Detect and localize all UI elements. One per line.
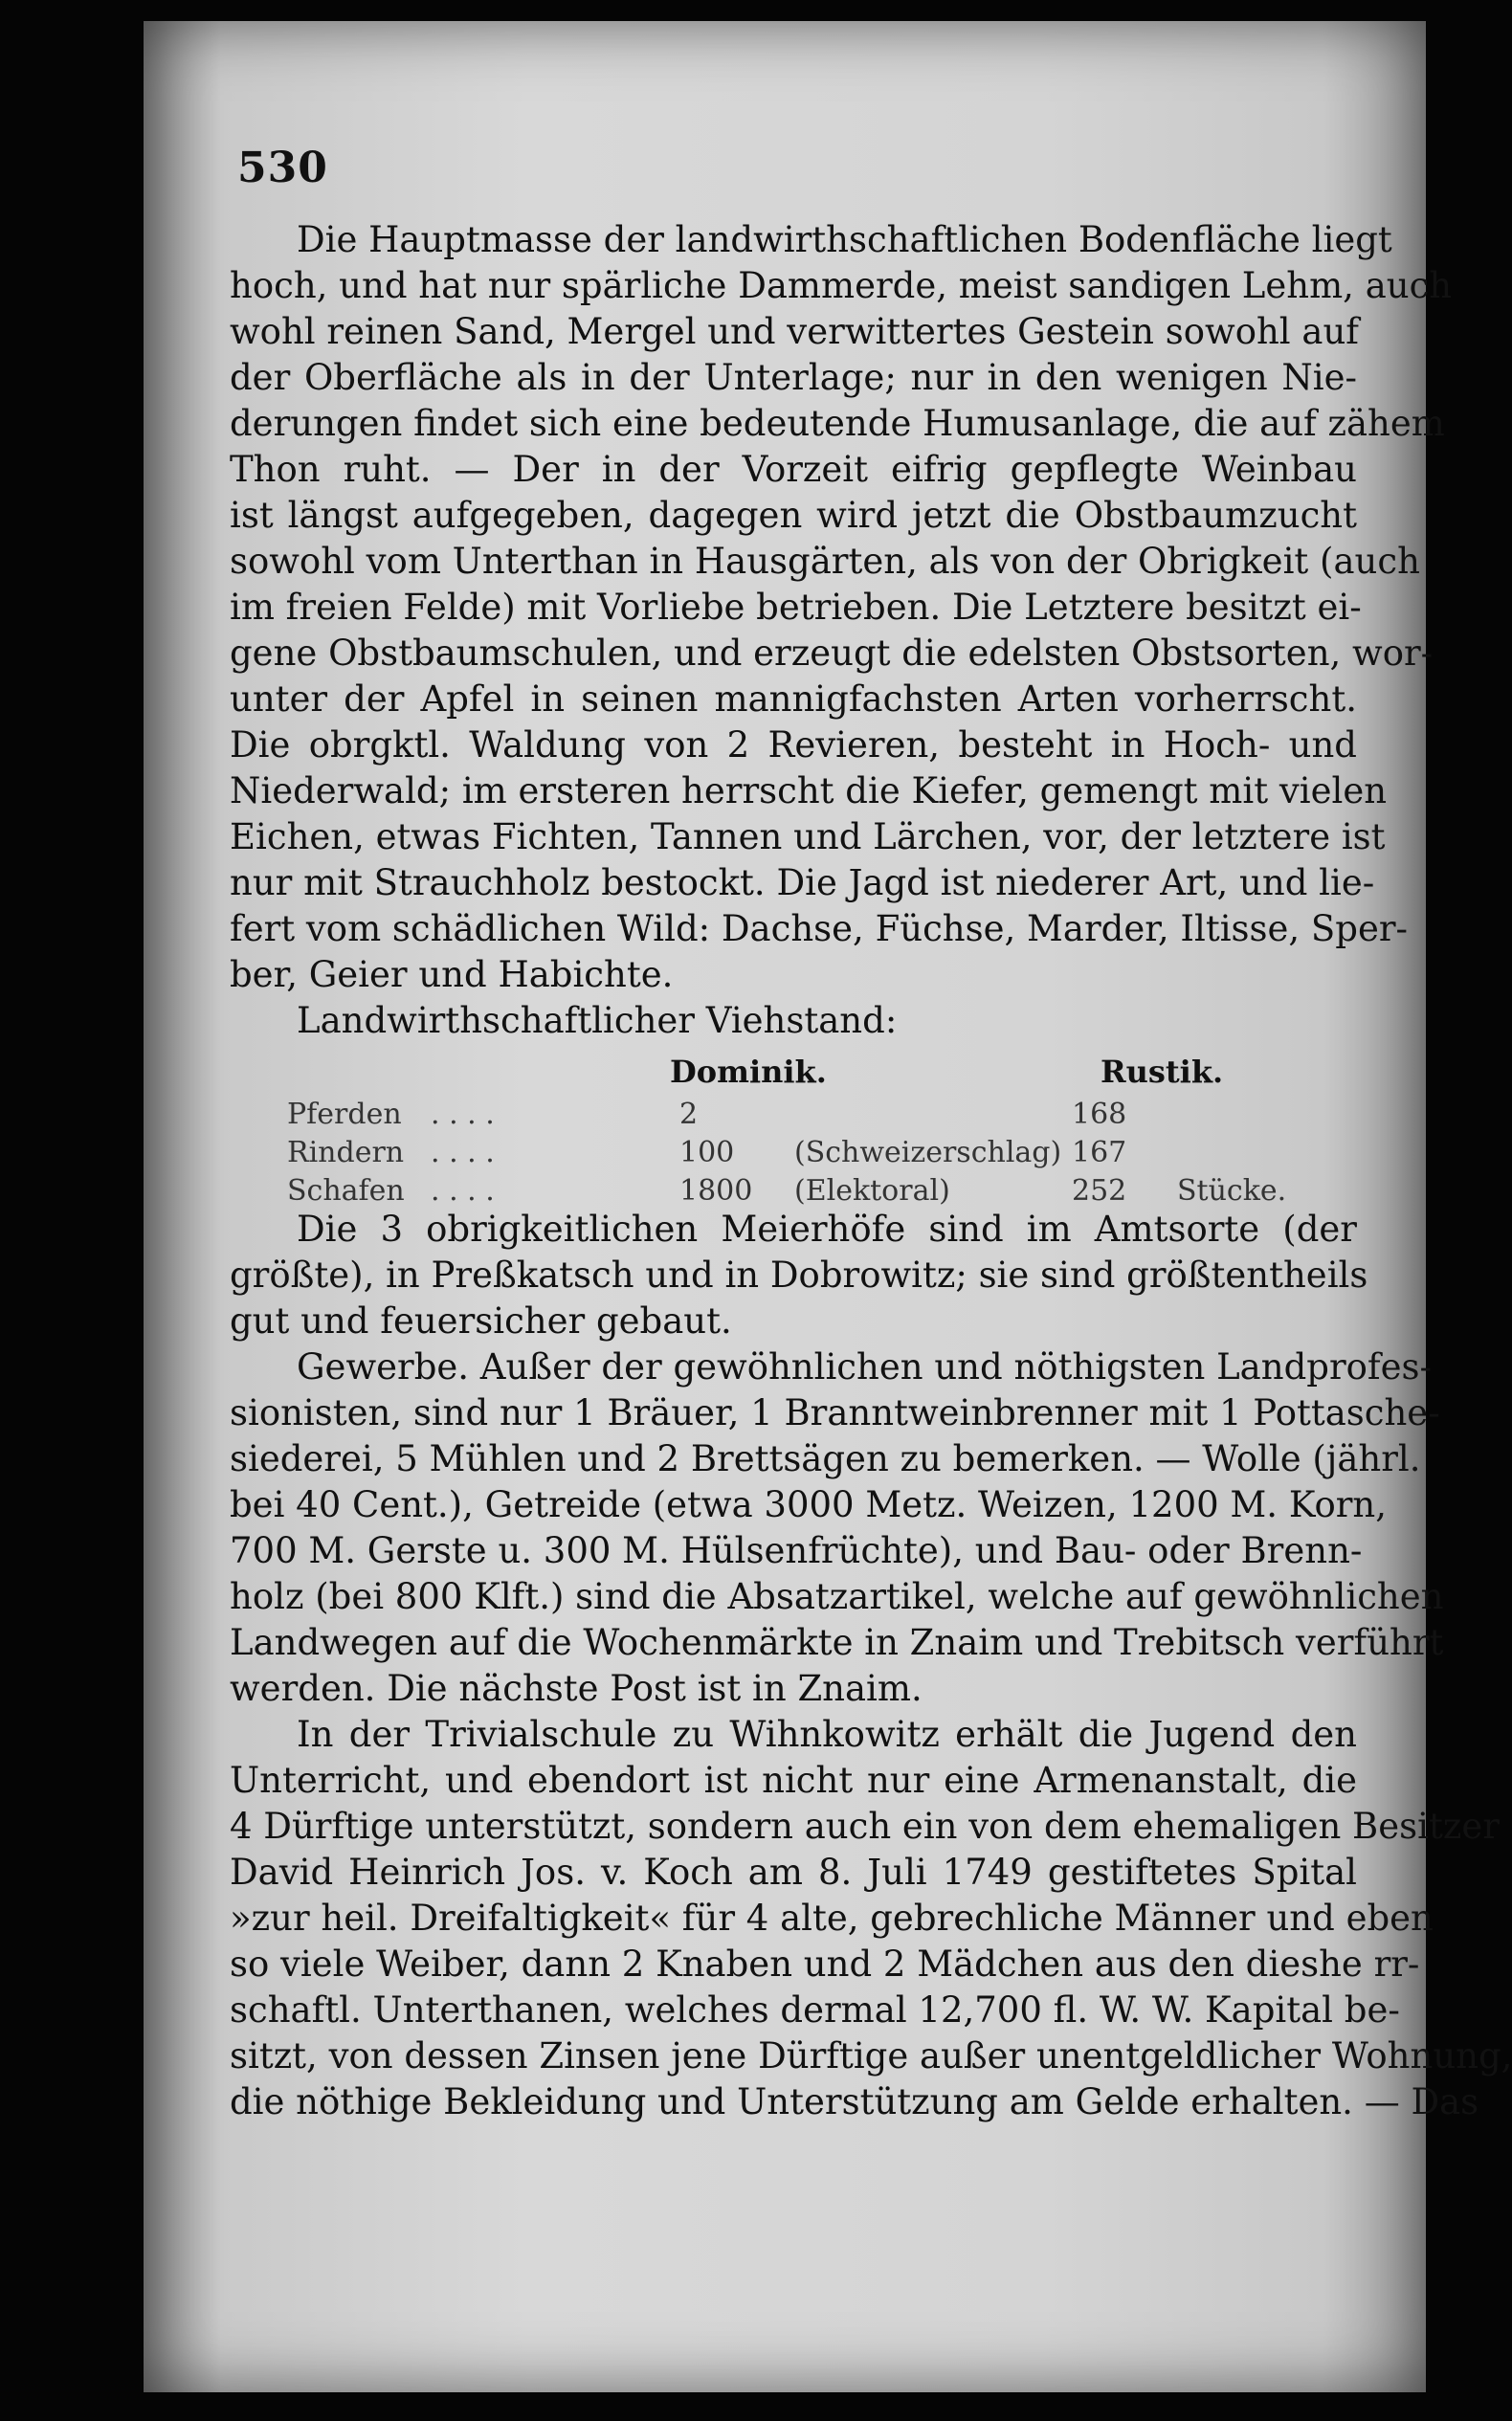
text-line: 700 M. Gerste u. 300 M. Hülsenfrüchte), und Bau- oder Brenn- — [230, 1530, 1363, 1571]
text-line: fert vom schädlichen Wild: Dachse, Füchse, Marder, Iltisse, Sper- — [230, 908, 1409, 949]
text-line: Landwegen auf die Wochenmärkte in Znaim und Trebitsch verführt — [230, 1622, 1444, 1663]
text-line: größte), in Preßkatsch und in Dobrowitz; sie sind größtentheils — [230, 1255, 1368, 1296]
text-line: Die obrgktl. Waldung von 2 Revieren, besteht in Hoch- und — [230, 724, 1357, 766]
table-cell-rustik: 167 — [1072, 1136, 1127, 1169]
text-line: der Oberfläche als in der Unterlage; nur in den wenigen Nie- — [230, 357, 1357, 398]
text-line: hoch, und hat nur spärliche Dammerde, meist sandigen Lehm, auch — [230, 265, 1453, 306]
book-page — [144, 21, 1512, 2392]
table-row-dots: . . . . — [431, 1136, 495, 1169]
text-line: sionisten, sind nur 1 Bräuer, 1 Branntweinbrenner mit 1 Pottasche- — [230, 1392, 1440, 1433]
text-line: Die Hauptmasse der landwirthschaftlichen Bodenfläche liegt — [297, 219, 1392, 260]
page-text — [230, 217, 1512, 2125]
text-line: derungen findet sich eine bedeutende Humusanlage, die auf zähem — [230, 403, 1445, 444]
livestock-table — [230, 1044, 1357, 1207]
text-line: David Heinrich Jos. v. Koch am 8. Juli 1749 gestiftetes Spital — [230, 1852, 1357, 1893]
text-line: gene Obstbaumschulen, und erzeugt die edelsten Obstsorten, wor- — [230, 633, 1434, 674]
text-line: die nöthige Bekleidung und Unterstützung am Gelde erhalten. — Das — [230, 2081, 1479, 2122]
text-line: holz (bei 800 Klft.) sind die Absatzartikel, welche auf gewöhnlichen — [230, 1576, 1444, 1617]
table-cell-unit: Stücke. — [1177, 1174, 1287, 1208]
table-cell-dominik: 2 — [679, 1098, 699, 1131]
text-line: ist längst aufgegeben, dagegen wird jetzt die Obstbaumzucht — [230, 495, 1357, 536]
table-header-rustik: Rustik. — [1101, 1054, 1224, 1090]
text-line: 4 Dürftige unterstützt, sondern auch ein von dem ehemaligen Besitzer — [230, 1806, 1500, 1847]
table-row-dots: . . . . — [431, 1174, 495, 1208]
table-cell-rustik: 168 — [1072, 1098, 1127, 1131]
text-line: Eichen, etwas Fichten, Tannen und Lärchen, vor, der letztere ist — [230, 816, 1386, 857]
text-line: sitzt, von dessen Zinsen jene Dürftige außer unentgeldlicher Wohnung, — [230, 2035, 1512, 2077]
text-line: gut und feuersicher gebaut. — [230, 1300, 732, 1342]
table-cell-note: (Elektoral) — [794, 1174, 950, 1208]
text-line: In der Trivialschule zu Wihnkowitz erhält die Jugend den — [297, 1714, 1357, 1755]
table-row-label: Rindern — [287, 1136, 405, 1169]
page-number: 530 — [237, 144, 328, 192]
table-header-dominik: Dominik. — [670, 1054, 827, 1090]
table-cell-rustik: 252 — [1072, 1174, 1127, 1208]
table-cell-dominik: 1800 — [679, 1174, 753, 1208]
text-line: siederei, 5 Mühlen und 2 Brettsägen zu bemerken. — Wolle (jährl. — [230, 1438, 1421, 1479]
text-line: sowohl vom Unterthan in Hausgärten, als von der Obrigkeit (auch — [230, 541, 1420, 582]
table-cell-note: (Schweizerschlag) — [794, 1136, 1062, 1169]
table-cell-dominik: 100 — [679, 1136, 735, 1169]
text-line: ber, Geier und Habichte. — [230, 954, 674, 995]
text-line: Die 3 obrigkeitlichen Meierhöfe sind im Amtsorte (der — [297, 1209, 1357, 1250]
text-line: Gewerbe. Außer der gewöhnlichen und nöthigsten Landprofes- — [297, 1346, 1432, 1388]
text-line: »zur heil. Dreifaltigkeit« für 4 alte, gebrechliche Männer und eben — [230, 1898, 1434, 1939]
text-line: Unterricht, und ebendort ist nicht nur eine Armenanstalt, die — [230, 1760, 1357, 1801]
text-line: im freien Felde) mit Vorliebe betrieben. Die Letztere besitzt ei- — [230, 587, 1362, 628]
text-line: Niederwald; im ersteren herrscht die Kiefer, gemengt mit vielen — [230, 770, 1388, 811]
text-line: schaftl. Unterthanen, welches dermal 12,700 fl. W. W. Kapital be- — [230, 1989, 1400, 2031]
table-row-dots: . . . . — [431, 1098, 495, 1131]
text-line: werden. Die nächste Post ist in Znaim. — [230, 1668, 923, 1709]
text-line: Thon ruht. — Der in der Vorzeit eifrig gepflegte Weinbau — [230, 449, 1357, 490]
text-line: nur mit Strauchholz bestockt. Die Jagd ist niederer Art, und lie- — [230, 862, 1375, 903]
table-row-label: Pferden — [287, 1098, 402, 1131]
table-row-label: Schafen — [287, 1174, 405, 1208]
text-line: unter der Apfel in seinen mannigfachsten Arten vorherrscht. — [230, 678, 1357, 720]
text-line: wohl reinen Sand, Mergel und verwittertes Gestein sowohl auf — [230, 311, 1359, 352]
text-line: bei 40 Cent.), Getreide (etwa 3000 Metz. Weizen, 1200 M. Korn, — [230, 1484, 1388, 1525]
text-line: Landwirthschaftlicher Viehstand: — [297, 1000, 898, 1041]
text-line: so viele Weiber, dann 2 Knaben und 2 Mädchen aus den dieshe rr- — [230, 1943, 1420, 1985]
